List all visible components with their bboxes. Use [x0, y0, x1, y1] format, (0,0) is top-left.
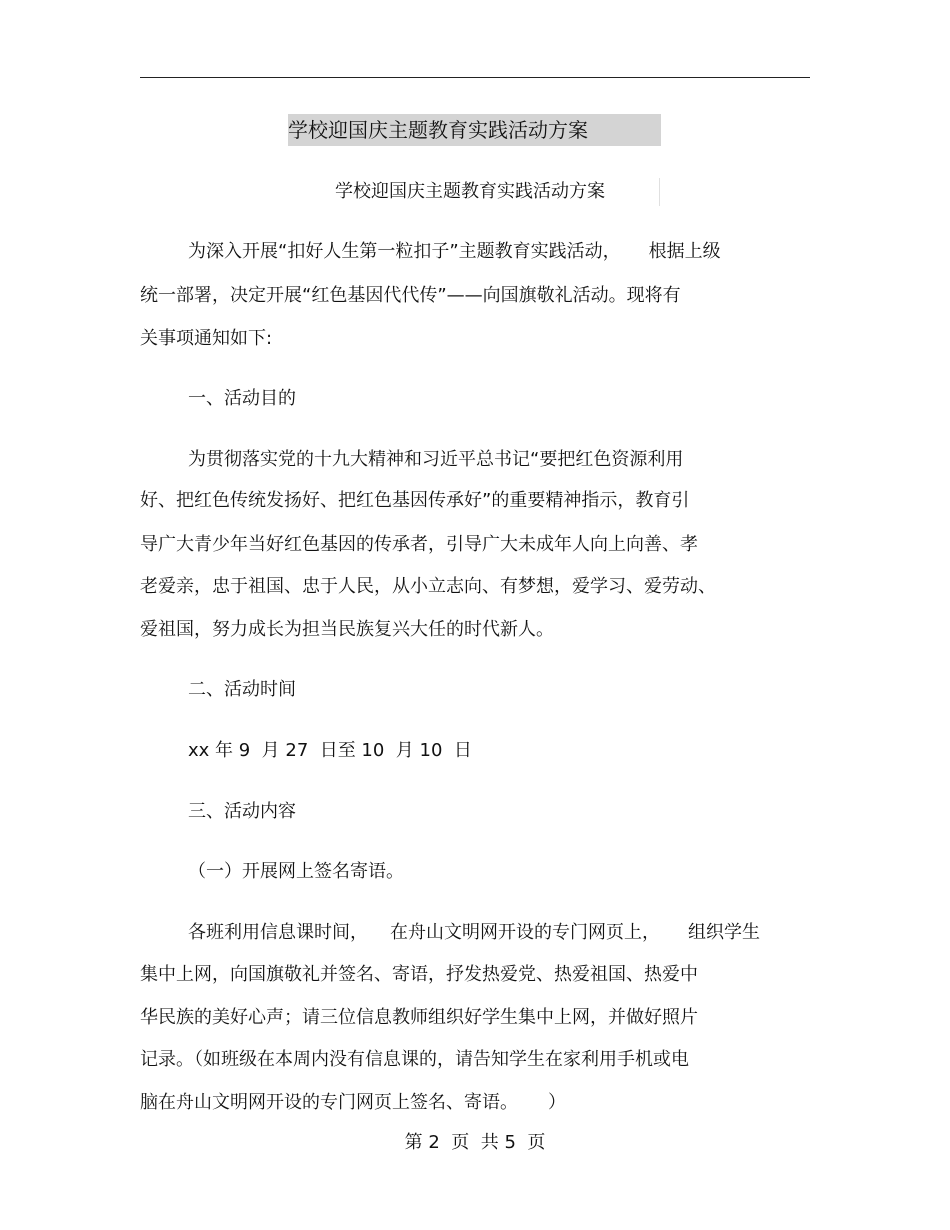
- section-3-para-line-2: 集中上网，向国旗敬礼并签名、寄语，抒发热爱党、热爱祖国、热爱中: [140, 964, 698, 985]
- para-line-1c: 组织学生: [688, 922, 760, 943]
- section-3-para-line-3: 华民族的美好心声；请三位信息教师组织好学生集中上网，并做好照片: [140, 1007, 698, 1028]
- section-2-heading: 二、活动时间: [188, 679, 296, 700]
- document-subtitle: 学校迎国庆主题教育实践活动方案: [335, 181, 605, 202]
- intro-line-1a: 为深入开展“扣好人生第一粒扣子”主题教育实践活动，: [188, 241, 621, 262]
- section-3-para-line-4: 记录。（如班级在本周内没有信息课的，请告知学生在家利用手机或电: [140, 1049, 689, 1070]
- intro-line-3: 关事项通知如下:: [140, 328, 273, 349]
- section-3-para-line-1: [188, 918, 760, 948]
- para-line-5a: 脑在舟山文明网开设的专门网页上签名、寄语。: [140, 1092, 518, 1113]
- section-1-heading: 一、活动目的: [188, 388, 296, 409]
- para-line-5b: ）: [548, 1092, 566, 1113]
- page-footer: 第 2 页 共 5 页: [404, 1132, 546, 1153]
- para-line-1b: 在舟山文明网开设的专门网页上，: [390, 922, 660, 943]
- intro-line-1b: 根据上级: [648, 241, 721, 262]
- section-1-line-2: 好、把红色传统发扬好、把红色基因传承好”的重要精神指示，教育引: [140, 490, 690, 511]
- section-1-line-4: 老爱亲，忠于祖国、忠于人民，从小立志向、有梦想，爱学习、爱劳动、: [140, 576, 716, 597]
- intro-line-2: 统一部署，决定开展“红色基因代代传”——向国旗敬礼活动。现将有: [140, 285, 681, 306]
- header-rule: [140, 77, 810, 78]
- text-cursor-mark: [659, 178, 660, 206]
- section-1-line-1: 为贯彻落实党的十九大精神和习近平总书记“要把红色资源利用: [188, 449, 684, 470]
- intro-line-1: [188, 237, 721, 267]
- section-1-line-5: 爱祖国，努力成长为担当民族复兴大任的时代新人。: [140, 619, 554, 640]
- para-line-1a: 各班利用信息课时间，: [188, 922, 368, 943]
- section-3-heading: 三、活动内容: [188, 801, 296, 822]
- section-3-para-line-5: [140, 1088, 566, 1118]
- document-title: 学校迎国庆主题教育实践活动方案: [288, 118, 588, 142]
- section-3-subheading-1: （一）开展网上签名寄语。: [188, 861, 404, 882]
- activity-time: xx 年 9 月 27 日至 10 月 10 日: [188, 740, 472, 761]
- section-1-line-3: 导广大青少年当好红色基因的传承者，引导广大未成年人向上向善、孝: [140, 534, 698, 555]
